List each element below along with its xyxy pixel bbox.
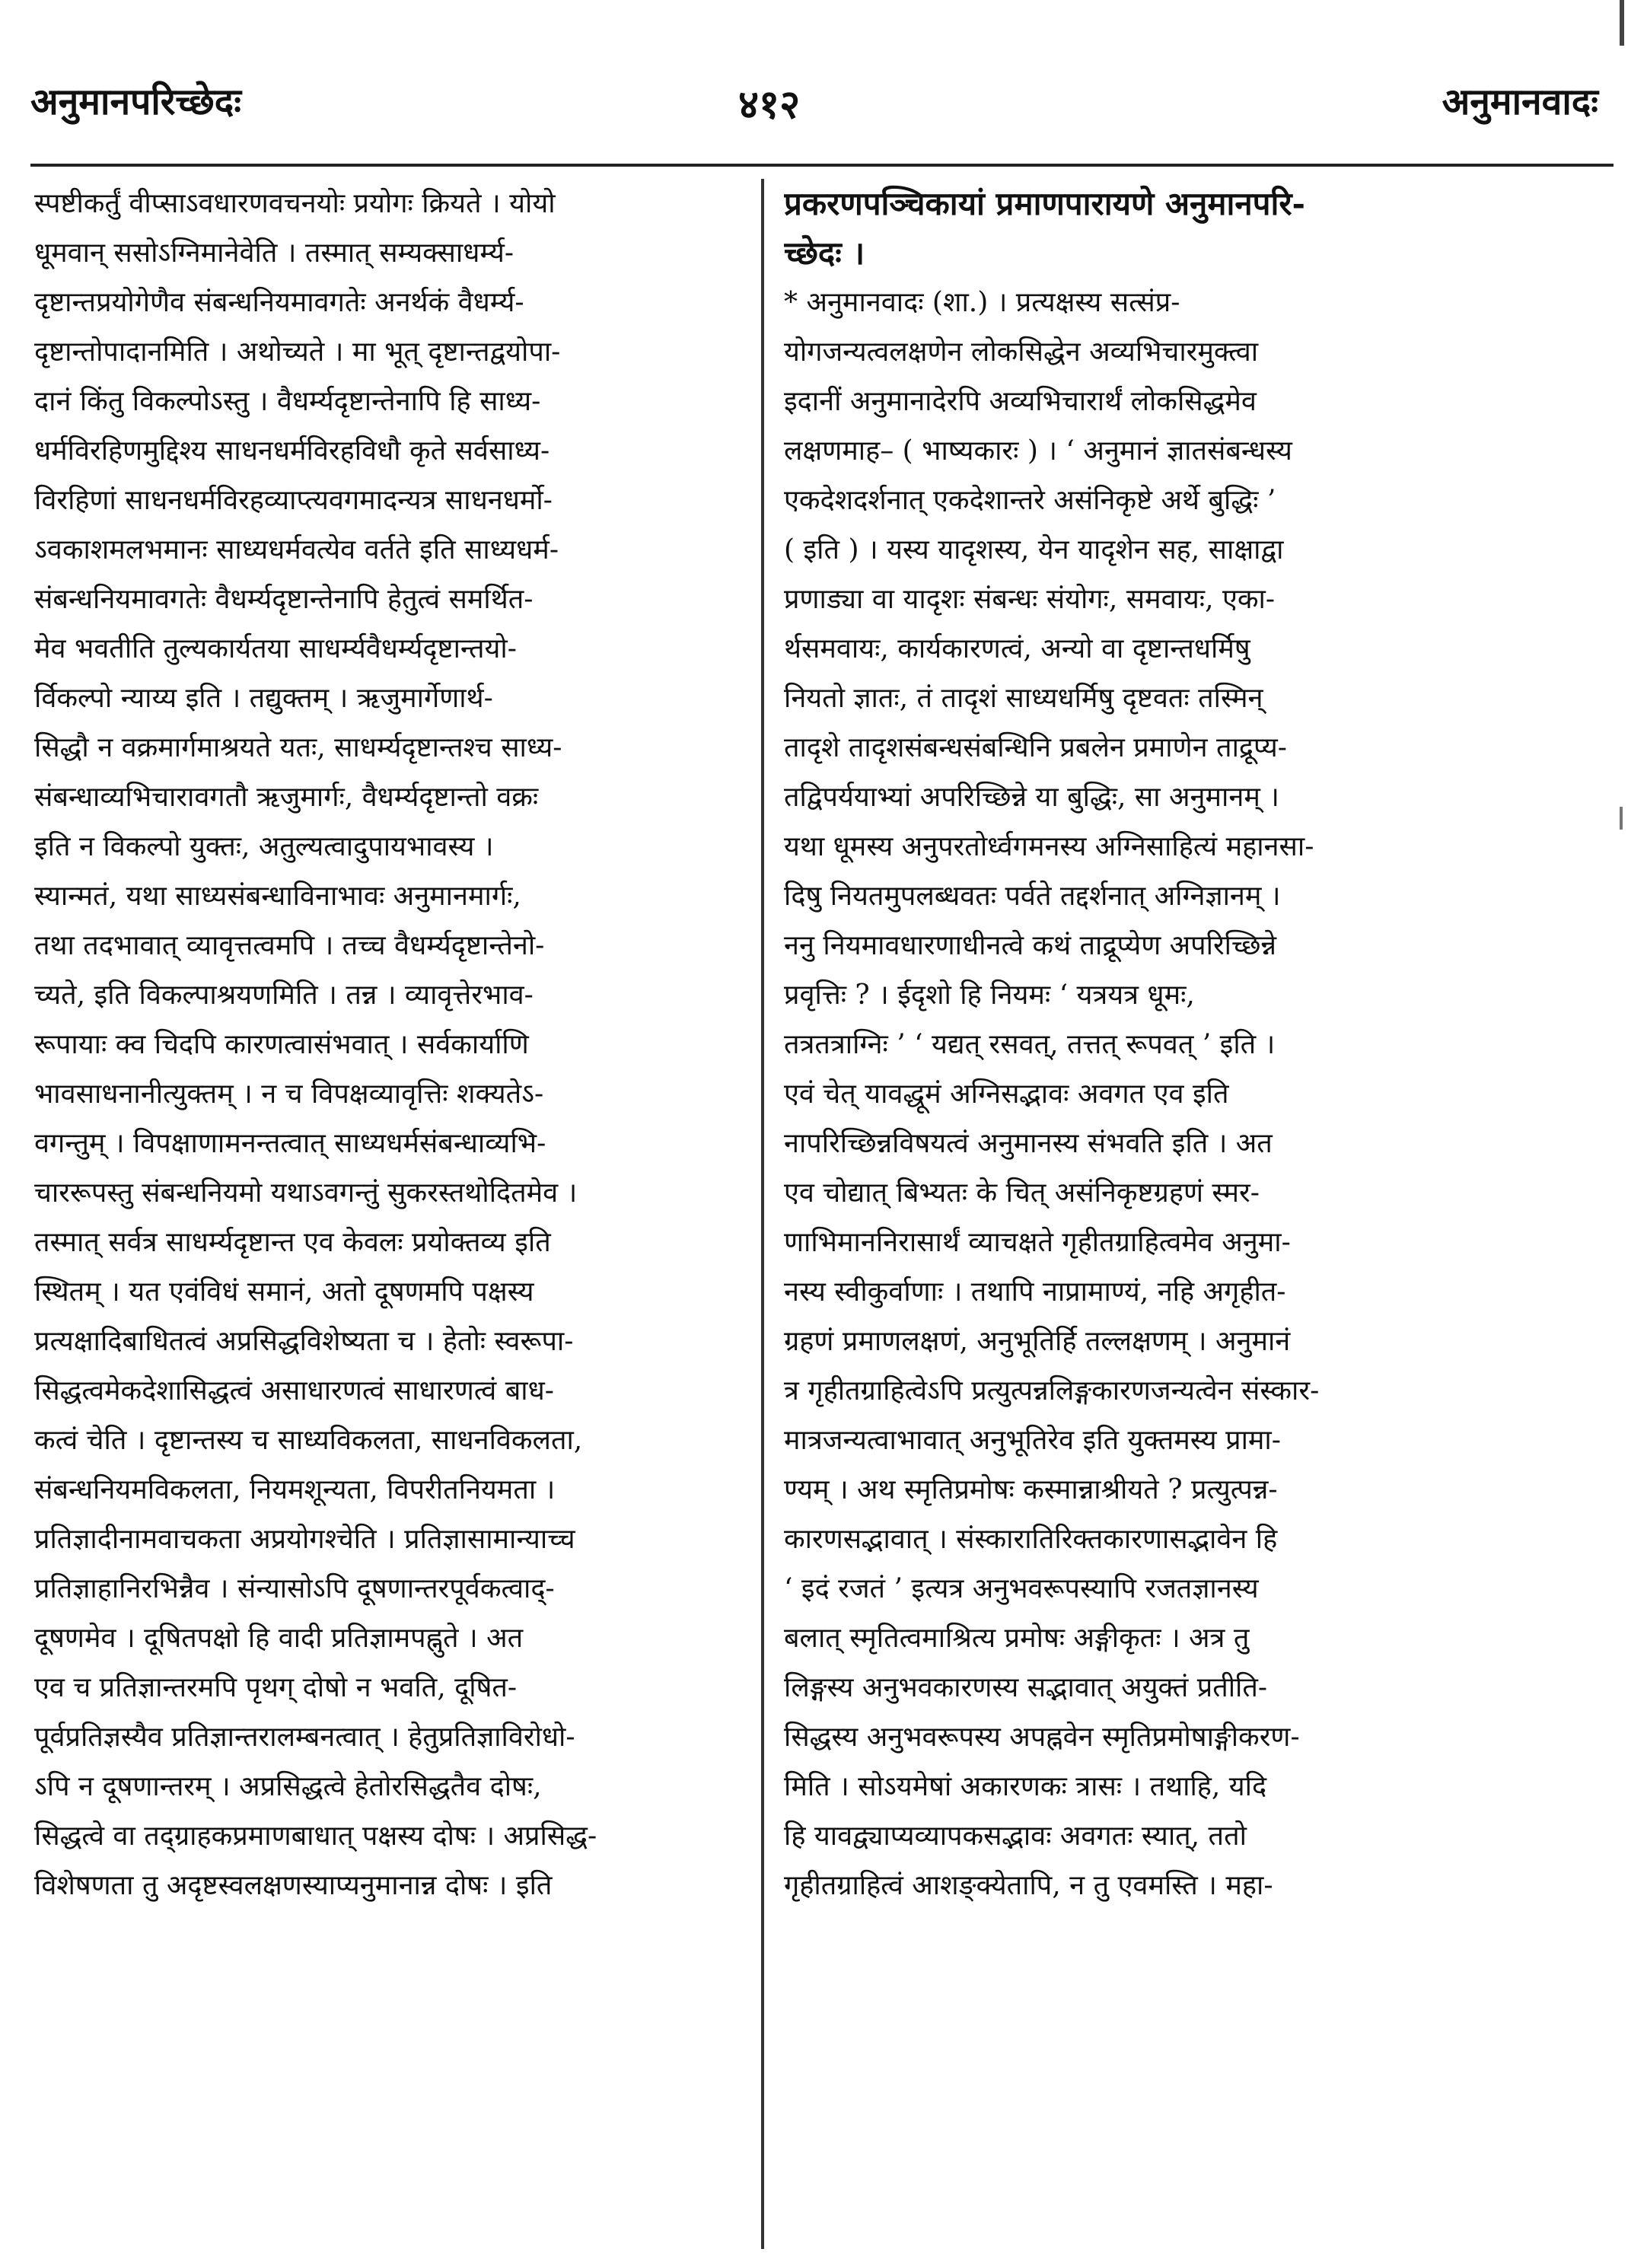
text-line: * अनुमानवादः (शा.) । प्रत्यक्षस्य सत्संप्र- [784, 287, 1180, 318]
text-line: प्रतिज्ञाहानिरभिन्नैव । संन्यासोऽपि दूषणान्तरपूर्वकत्वाद्- [34, 1573, 555, 1604]
text-line: तथा तदभावात् व्यावृत्तत्वमपि । तच्च वैधर्म्यदृष्टान्तेनो- [34, 930, 545, 961]
text-line: दृष्टान्तोपादानमिति । अथोच्यते । मा भूत् दृष्टान्तद्वयोपा- [34, 336, 561, 368]
text-line: सिद्धौ न वक्रमार्गमाश्रयते यतः, साधर्म्यदृष्टान्तश्च साध्य- [34, 732, 562, 763]
text-line: चाररूपस्तु संबन्धनियमो यथाऽवगन्तुं सुकरस्तथोदितमेव । [34, 1177, 578, 1209]
text-line: तादृशे तादृशसंबन्धसंबन्धिनि प्रबलेन प्रमाणेन ताद्रूप्य- [784, 732, 1287, 763]
text-line: च्यते, इति विकल्पाश्रयणमिति । तन्न । व्यावृत्तेरभाव- [34, 980, 534, 1011]
text-line: र्विकल्पो न्याय्य इति । तद्युक्तम् । ऋजुमार्गेणार्थ- [34, 683, 493, 714]
text-line: स्यान्मतं, यथा साध्यसंबन्धाविनाभावः अनुमानमार्गः, [34, 881, 521, 912]
text-line: प्रवृत्तिः ? । ईदृशो हि नियमः ‘ यत्रयत्र धूमः, [784, 980, 1195, 1011]
text-line: ग्रहणं प्रमाणलक्षणं, अनुभूतिर्हि तल्लक्षणम् । अनुमानं [784, 1326, 1291, 1357]
text-line: प्रकरणपञ्चिकायां प्रमाणपारायणे अनुमानपरि- [784, 185, 1305, 222]
scan-edge-mark [1620, 807, 1623, 830]
text-line: संबन्धनियमावगतेः वैधर्म्यदृष्टान्तेनापि हेतुत्वं समर्थित- [34, 584, 534, 615]
column-divider [761, 179, 764, 2249]
text-line: प्रणाड्या वा यादृशः संबन्धः संयोगः, समवायः, एका- [784, 584, 1276, 615]
text-line: सिद्धत्वमेकदेशासिद्धत्वं असाधारणत्वं साधारणत्वं बाध- [34, 1375, 554, 1406]
right-text-column [784, 179, 1530, 2249]
text-line: स्पष्टीकर्तुं वीप्साऽवधारणवचनयोः प्रयोगः क्रियते । योयो [34, 188, 556, 219]
text-line: कारणसद्भावात् । संस्कारातिरिक्तकारणासद्भावेन हि [784, 1524, 1278, 1555]
text-line: र्थसमवायः, कार्यकारणत्वं, अन्यो वा दृष्टान्तधर्मिषु [784, 633, 1250, 664]
text-line: नापरिच्छिन्नविषयत्वं अनुमानस्य संभवति इति । अत [784, 1128, 1273, 1159]
header-section-title: अनुमानवादः [1442, 81, 1598, 123]
text-line: एवं चेत् यावद्धूमं अग्निसद्भावः अवगत एव इति [784, 1078, 1229, 1110]
left-text-column [34, 179, 750, 2249]
text-line: धर्मविरहिणमुद्दिश्य साधनधर्मविरहविधौ कृते सर्वसाध्य- [34, 435, 550, 467]
text-line: बलात् स्मृतित्वमाश्रित्य प्रमोषः अङ्गीकृतः । अत्र तु [784, 1623, 1250, 1654]
text-line: मेव भवतीति तुल्यकार्यतया साधर्म्यवैधर्म्यदृष्टान्तयो- [34, 633, 517, 664]
page-number: ४१२ [738, 81, 801, 128]
text-line: विशेषणता तु अदृष्टस्वलक्षणस्याप्यनुमानान्न दोषः । इति [34, 1870, 553, 1901]
text-line: भावसाधनानीत्युक्तम् । न च विपक्षव्यावृत्तिः शक्यतेऽ- [34, 1078, 544, 1110]
text-line: संबन्धनियमविकलता, नियमशून्यता, विपरीतनियमता । [34, 1474, 556, 1505]
text-line: लक्षणमाह– ( भाष्यकारः ) । ‘ अनुमानं ज्ञातसंबन्धस्य [784, 435, 1292, 467]
text-line: ण्यम् । अथ स्मृतिप्रमोषः कस्मान्नाश्रीयते ? प्रत्युत्पन्न- [784, 1474, 1278, 1505]
text-line: ‘ इदं रजतं ’ इत्यत्र अनुभवरूपस्यापि रजतज्ञानस्य [784, 1573, 1259, 1604]
text-line: एकदेशदर्शनात् एकदेशान्तरे असंनिकृष्टे अर्थे बुद्धिः ’ [784, 485, 1276, 516]
header-chapter-title: अनुमानपरिच्छेदः [30, 81, 241, 123]
text-line: प्रतिज्ञादीनामवाचकता अप्रयोगश्चेति । प्रतिज्ञासामान्याच्च [34, 1524, 575, 1555]
text-line: स्थितम् । यत एवंविधं समानं, अतो दूषणमपि पक्षस्य [34, 1276, 534, 1308]
text-line: णाभिमाननिरासार्थं व्याचक्षते गृहीतग्राहित्वमेव अनुमा- [784, 1227, 1291, 1258]
text-line: गृहीतग्राहित्वं आशङ्क्येतापि, न तु एवमस्ति । महा- [784, 1870, 1273, 1901]
text-line: दिषु नियतमुपलब्धवतः पर्वते तद्दर्शनात् अग्निज्ञानम् । [784, 881, 1281, 912]
text-line: प्रत्यक्षादिबाधितत्वं अप्रसिद्धविशेष्यता च । हेतोः स्वरूपा- [34, 1326, 574, 1357]
text-line: च्छेदः । [784, 234, 865, 272]
text-line: ( इति ) । यस्य यादृशस्य, येन यादृशेन सह, साक्षाद्वा [784, 534, 1284, 565]
running-header [30, 76, 1598, 137]
text-line: इदानीं अनुमानादेरपि अव्यभिचारार्थं लोकसिद्धमेव [784, 386, 1257, 417]
text-line: नस्य स्वीकुर्वाणाः । तथापि नाप्रामाण्यं, नहि अगृहीत- [784, 1276, 1286, 1308]
text-line: इति न विकल्पो युक्तः, अतुल्यत्वादुपायभावस्य । [34, 831, 494, 862]
text-line: रूपायाः क्व चिदपि कारणत्वासंभवात् । सर्वकार्याणि [34, 1029, 529, 1060]
text-line: दानं किंतु विकल्पोऽस्तु । वैधर्म्यदृष्टान्तेनापि हि साध्य- [34, 386, 541, 417]
text-line: तद्विपर्ययाभ्यां अपरिच्छिन्ने या बुद्धिः, सा अनुमानम् । [784, 782, 1279, 813]
text-line: पूर्वप्रतिज्ञस्यैव प्रतिज्ञान्तरालम्बनत्वात् । हेतुप्रतिज्ञाविरोधो- [34, 1722, 575, 1753]
text-line: लिङ्गस्य अनुभवकारणस्य सद्भावात् अयुक्तं प्रतीति- [784, 1672, 1268, 1703]
text-line: विरहिणां साधनधर्मविरहव्याप्त्यवगमादन्यत्र साधनधर्मो- [34, 485, 553, 516]
header-rule [30, 164, 1614, 167]
scan-edge-mark [1620, 0, 1624, 46]
text-line: ननु नियमावधारणाधीनत्वे कथं ताद्रूप्येण अपरिच्छिन्ने [784, 930, 1277, 961]
text-line: ऽवकाशमलभमानः साध्यधर्मवत्येव वर्तते इति साध्यधर्म- [34, 534, 559, 565]
text-line: धूमवान् ससोऽग्निमानेवेति । तस्मात् सम्यक्साधर्म्य- [34, 237, 514, 269]
text-line: हि यावद्व्याप्यव्यापकसद्भावः अवगतः स्यात्, ततो [784, 1820, 1247, 1852]
text-line: मिति । सोऽयमेषां अकारणकः त्रासः । तथाहि, यदि [784, 1771, 1267, 1802]
text-line: सिद्धस्य अनुभवरूपस्य अपह्नवेन स्मृतिप्रमोषाङ्गीकरण- [784, 1722, 1300, 1753]
text-line: तस्मात् सर्वत्र साधर्म्यदृष्टान्त एव केवलः प्रयोक्तव्य इति [34, 1227, 551, 1258]
text-line: दृष्टान्तप्रयोगेणैव संबन्धनियमावगतेः अनर्थकं वैधर्म्य- [34, 287, 524, 318]
text-line: योगजन्यत्वलक्षणेन लोकसिद्धेन अव्यभिचारमुक्त्वा [784, 336, 1259, 368]
text-line: तत्रतत्राग्निः ’ ‘ यद्यत् रसवत्, तत्तत् रूपवत् ’ इति । [784, 1029, 1276, 1060]
text-line: संबन्धाव्यभिचारावगतौ ऋजुमार्गः, वैधर्म्यदृष्टान्तो वक्रः [34, 782, 539, 813]
text-line: दूषणमेव । दूषितपक्षो हि वादी प्रतिज्ञामपह्नुते । अत [34, 1623, 524, 1654]
text-line: नियतो ज्ञातः, तं तादृशं साध्यधर्मिषु दृष्टवतः तस्मिन् [784, 683, 1263, 714]
text-line: त्र गृहीतग्राहित्वेऽपि प्रत्युत्पन्नलिङ्गकारणजन्यत्वेन संस्कार- [784, 1375, 1320, 1406]
text-line: सिद्धत्वे वा तद्ग्राहकप्रमाणबाधात् पक्षस्य दोषः । अप्रसिद्ध- [34, 1820, 597, 1852]
text-line: कत्वं चेति । दृष्टान्तस्य च साध्यविकलता, साधनविकलता, [34, 1425, 583, 1456]
text-line: ऽपि न दूषणान्तरम् । अप्रसिद्धत्वे हेतोरसिद्धतैव दोषः, [34, 1771, 542, 1802]
text-line: वगन्तुम् । विपक्षाणामनन्तत्वात् साध्यधर्मसंबन्धाव्यभि- [34, 1128, 546, 1159]
text-line: एव च प्रतिज्ञान्तरमपि पृथग् दोषो न भवति, दूषित- [34, 1672, 518, 1703]
text-line: यथा धूमस्य अनुपरतोर्ध्वगमनस्य अग्निसाहित्यं महानसा- [784, 831, 1314, 862]
text-line: एव चोद्यात् बिभ्यतः के चित् असंनिकृष्टग्रहणं स्मर- [784, 1177, 1260, 1209]
text-line: मात्रजन्यत्वाभावात् अनुभूतिरेव इति युक्तमस्य प्रामा- [784, 1425, 1281, 1456]
